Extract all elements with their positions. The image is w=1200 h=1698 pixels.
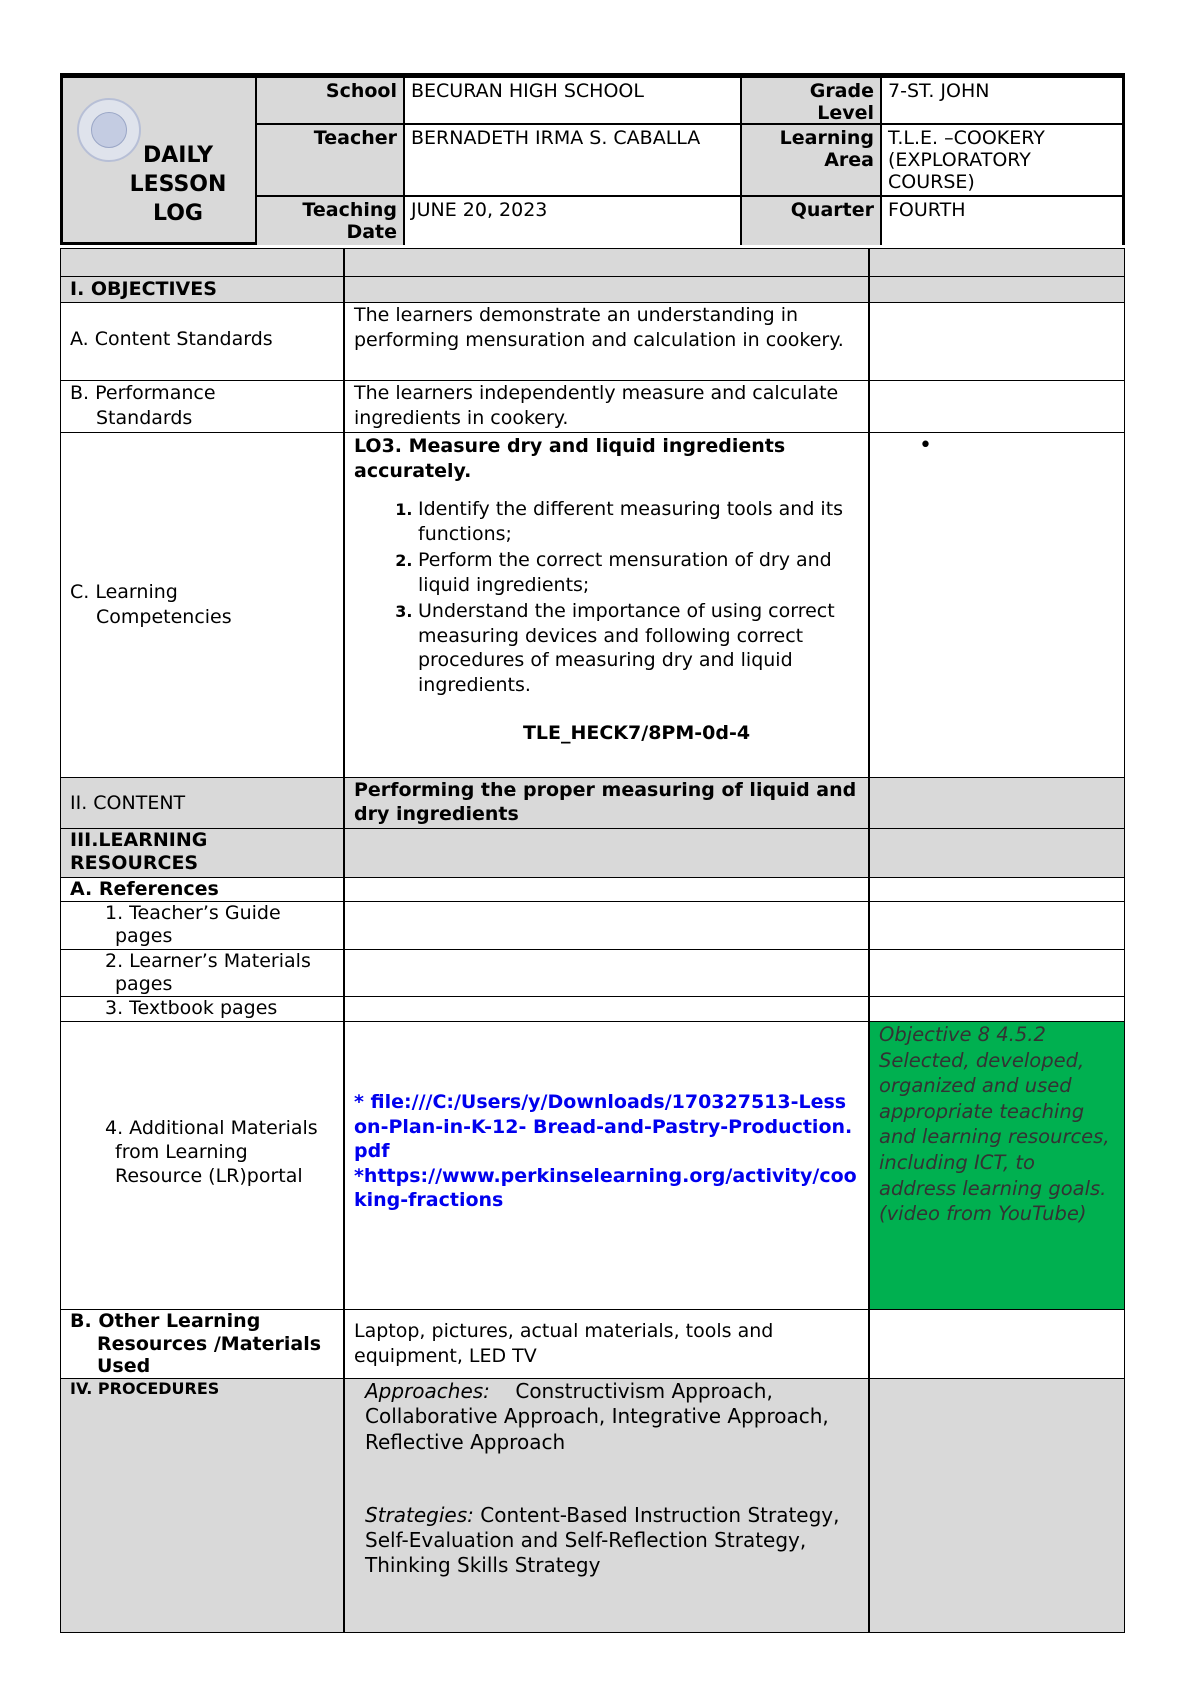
notes-cell (869, 302, 1125, 381)
content-standards-label: A. Content Standards (60, 302, 344, 381)
additional-materials-label: 4. Additional Materials from Learning Resource (LR)portal (60, 1021, 344, 1310)
school-label: School (257, 78, 405, 125)
notes-cell (869, 1309, 1125, 1379)
learning-competencies-content (344, 432, 869, 778)
grade-level-label: Grade Level (742, 78, 882, 125)
learning-objective-title: LO3. Measure dry and liquid ingredients accurately. (354, 435, 786, 482)
resources-fill (344, 828, 869, 878)
list-item: 3. Understand the importance of using correct measuring devices and following correct procedures of measuring dry and liquid ingredients. (418, 599, 859, 697)
approaches-label: Approaches: (365, 1379, 490, 1403)
performance-standards-label: B. Performance Standards (60, 380, 344, 433)
additional-materials-links (344, 1021, 869, 1310)
list-item: 2. Perform the correct mensuration of dry and liquid ingredients; (418, 548, 859, 597)
lesson-table (60, 248, 1125, 1633)
strategies-block (365, 1503, 854, 1579)
learners-materials-label: 2. Learner’s Materials pages (60, 949, 344, 997)
notes-cell (869, 432, 1125, 778)
page-title: DAILY LESSON LOG (129, 143, 227, 226)
teacher-label: Teacher (257, 125, 405, 197)
teachers-guide-label: 1. Teacher’s Guide pages (60, 901, 344, 950)
spacer-cell (60, 248, 344, 277)
teacher-value: BERNADETH IRMA S. CABALLA (405, 125, 742, 197)
grade-level-value: 7-ST. JOHN (882, 78, 1122, 125)
objectives-heading: I. OBJECTIVES (60, 276, 344, 303)
teaching-date-label: Teaching Date (257, 197, 405, 245)
competency-list (354, 497, 859, 697)
lesson-plan-file-link[interactable]: * file:///C:/Users/y/Downloads/170327513-Lesson-Plan-in-K-12- Bread-and-Pastry-Production.pdf (354, 1091, 853, 1162)
notes-cell (869, 1378, 1125, 1633)
strategies-text: Content-Based Instruction Strategy, Self-Evaluation and Self-Reflection Strategy, Thinking Skills Strategy (365, 1502, 840, 1578)
approaches-text: Constructivism Approach, Collaborative Approach, Integrative Approach, Reflective Approach (365, 1379, 829, 1454)
list-item: 1. Identify the different measuring tools and its functions; (418, 497, 859, 546)
other-resources-label: B. Other Learning Resources /Materials Used (60, 1309, 344, 1379)
references-cell (344, 877, 869, 902)
quarter-label: Quarter (742, 197, 882, 245)
teachers-guide-cell (344, 901, 869, 950)
objectives-fill (344, 276, 869, 303)
learning-area-value: T.L.E. –COOKERY (EXPLORATORY COURSE) (882, 125, 1122, 197)
learning-area-label: Learning Area (742, 125, 882, 197)
references-cell (869, 877, 1125, 902)
other-resources-text: Laptop, pictures, actual materials, tools and equipment, LED TV (344, 1309, 869, 1379)
perkins-activity-link[interactable]: *https://www.perkinselearning.org/activity/cooking-fractions (354, 1164, 857, 1211)
objectives-fill (869, 276, 1125, 303)
teachers-guide-cell (869, 901, 1125, 950)
content-standards-text: The learners demonstrate an understanding in performing mensuration and calculation in cookery. (344, 302, 869, 381)
strategies-label: Strategies: (365, 1502, 474, 1527)
title-cell (63, 78, 257, 242)
performance-standards-text: The learners independently measure and calculate ingredients in cookery. (344, 380, 869, 433)
textbook-cell (869, 996, 1125, 1022)
competency-code: TLE_HECK7/8PM-0d-4 (522, 722, 751, 744)
spacer-cell (344, 248, 869, 277)
teaching-date-value: JUNE 20, 2023 (405, 197, 742, 245)
quarter-value: FOURTH (882, 197, 1122, 245)
notes-cell (869, 777, 1125, 829)
textbook-cell (344, 996, 869, 1022)
objective-note: Objective 8 4.5.2 Selected, developed, organized and used appropriate teaching and learning resources, including ICT, to address learning goals. (video from YouTube) (869, 1021, 1125, 1310)
textbook-label: 3. Textbook pages (60, 996, 344, 1022)
lesson-log-header (60, 73, 1125, 245)
procedures-heading: IV. PROCEDURES (60, 1378, 344, 1633)
spacer-cell (869, 248, 1125, 277)
procedures-content (344, 1378, 869, 1633)
notes-cell (869, 380, 1125, 433)
approaches-block (365, 1379, 854, 1455)
learners-materials-cell (869, 949, 1125, 997)
bullet-icon: • (919, 433, 932, 458)
references-label: A. References (60, 877, 344, 902)
learners-materials-cell (344, 949, 869, 997)
school-value: BECURAN HIGH SCHOOL (405, 78, 742, 125)
resources-fill (869, 828, 1125, 878)
learning-competencies-label: C. Learning Competencies (60, 432, 344, 778)
learning-resources-heading: III.LEARNING RESOURCES (60, 828, 344, 878)
content-heading: II. CONTENT (60, 777, 344, 829)
content-text: Performing the proper measuring of liquid and dry ingredients (344, 777, 869, 829)
